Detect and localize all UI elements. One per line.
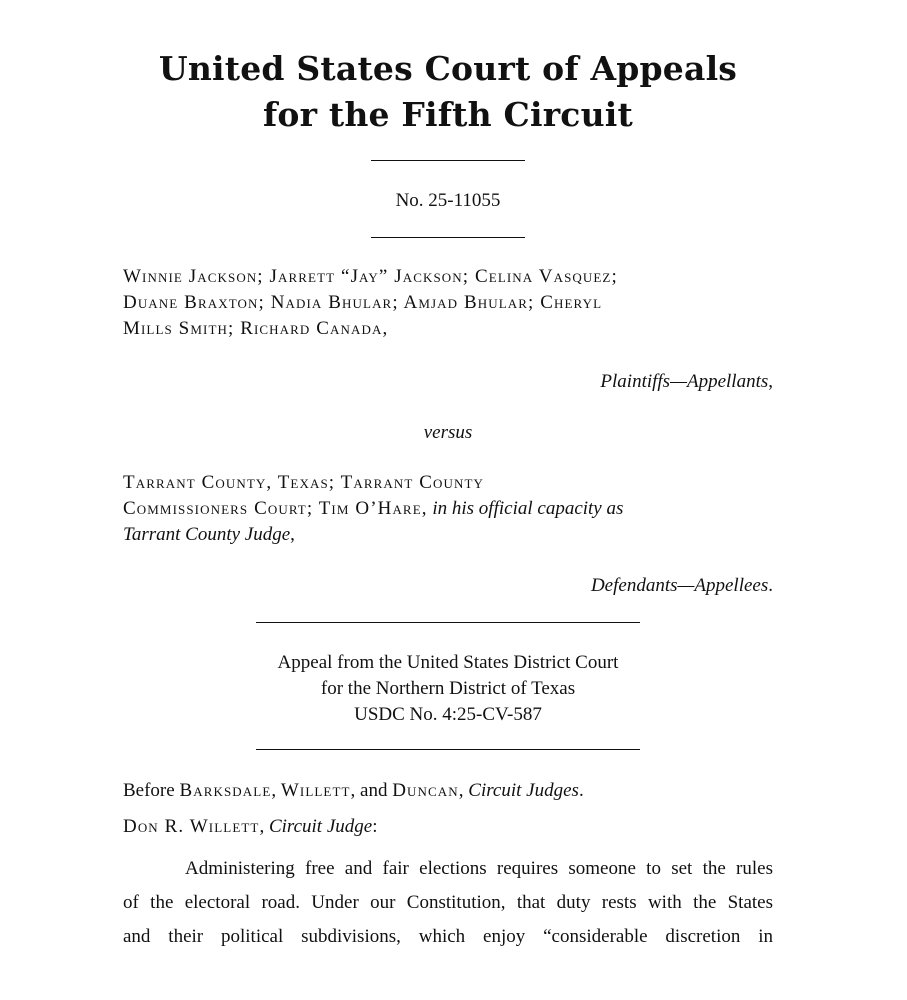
author-name: Don R. Willett	[123, 816, 260, 837]
defendants-line	[123, 522, 773, 548]
appeal-info	[123, 650, 773, 728]
defendants-role-punct: .	[768, 575, 773, 596]
plaintiffs-line: Duane Braxton; Nadia Bhular; Amjad Bhular; Cheryl	[123, 292, 603, 313]
panel-sep: ,	[271, 780, 281, 801]
judge-name: Duncan	[392, 780, 459, 801]
opinion-line: of the electoral road. Under our Constitution, that duty rests with the States	[123, 892, 773, 913]
divider-rule	[256, 749, 640, 750]
judge-name: Willett	[280, 780, 351, 801]
appeal-line: USDC No. 4:25-CV-587	[354, 704, 542, 725]
judge-name: Barksdale	[179, 780, 272, 801]
court-name-line1: United States Court of Appeals	[158, 49, 738, 88]
plaintiffs-list	[123, 264, 773, 342]
defendants-capacity: in his official capacity as	[427, 498, 624, 519]
author-title: Circuit Judge	[268, 816, 373, 837]
appeal-line: Appeal from the United States District Court	[277, 652, 619, 673]
panel-sep: ,	[458, 780, 469, 801]
defendants-punct: ,	[290, 524, 295, 545]
defendants-names: Commissioners Court; Tim O’Hare,	[123, 498, 428, 519]
divider-rule	[371, 237, 525, 238]
opinion-line: Administering free and fair elections requires someone to set the rules	[185, 858, 773, 879]
author-sep: ,	[259, 816, 269, 837]
panel-title: Circuit Judges	[468, 780, 579, 801]
author-end: :	[372, 816, 378, 837]
defendants-role	[123, 573, 773, 599]
plaintiffs-role	[123, 369, 773, 395]
defendants-list	[123, 470, 773, 548]
divider-rule	[371, 160, 525, 161]
author-line	[123, 814, 773, 840]
versus-text: versus	[423, 422, 473, 443]
defendants-role-label: Defendants—Appellees	[590, 575, 769, 596]
defendants-capacity-title: Tarrant County Judge	[123, 524, 291, 545]
panel-end: .	[578, 780, 584, 801]
plaintiffs-line: Winnie Jackson; Jarrett “Jay” Jackson; Celina Vasquez;	[123, 266, 618, 287]
panel-line	[123, 778, 773, 804]
plaintiffs-role-label: Plaintiffs—Appellants	[600, 371, 769, 392]
opinion-paragraph	[123, 852, 773, 954]
plaintiffs-role-punct: ,	[768, 371, 773, 392]
defendants-line: Tarrant County, Texas; Tarrant County	[123, 472, 485, 493]
versus-label	[123, 420, 773, 446]
panel-sep: , and	[350, 780, 393, 801]
panel-before: Before	[123, 780, 180, 801]
defendants-line	[123, 496, 773, 522]
divider-rule	[256, 622, 640, 623]
opinion-line: and their political subdivisions, which enjoy “considerable discretion in	[123, 926, 773, 947]
appeal-line: for the Northern District of Texas	[320, 678, 576, 699]
court-name-line2: for the Fifth Circuit	[263, 95, 633, 134]
plaintiffs-line: Mills Smith; Richard Canada,	[123, 318, 389, 339]
case-number: No. 25-11055	[395, 190, 501, 211]
